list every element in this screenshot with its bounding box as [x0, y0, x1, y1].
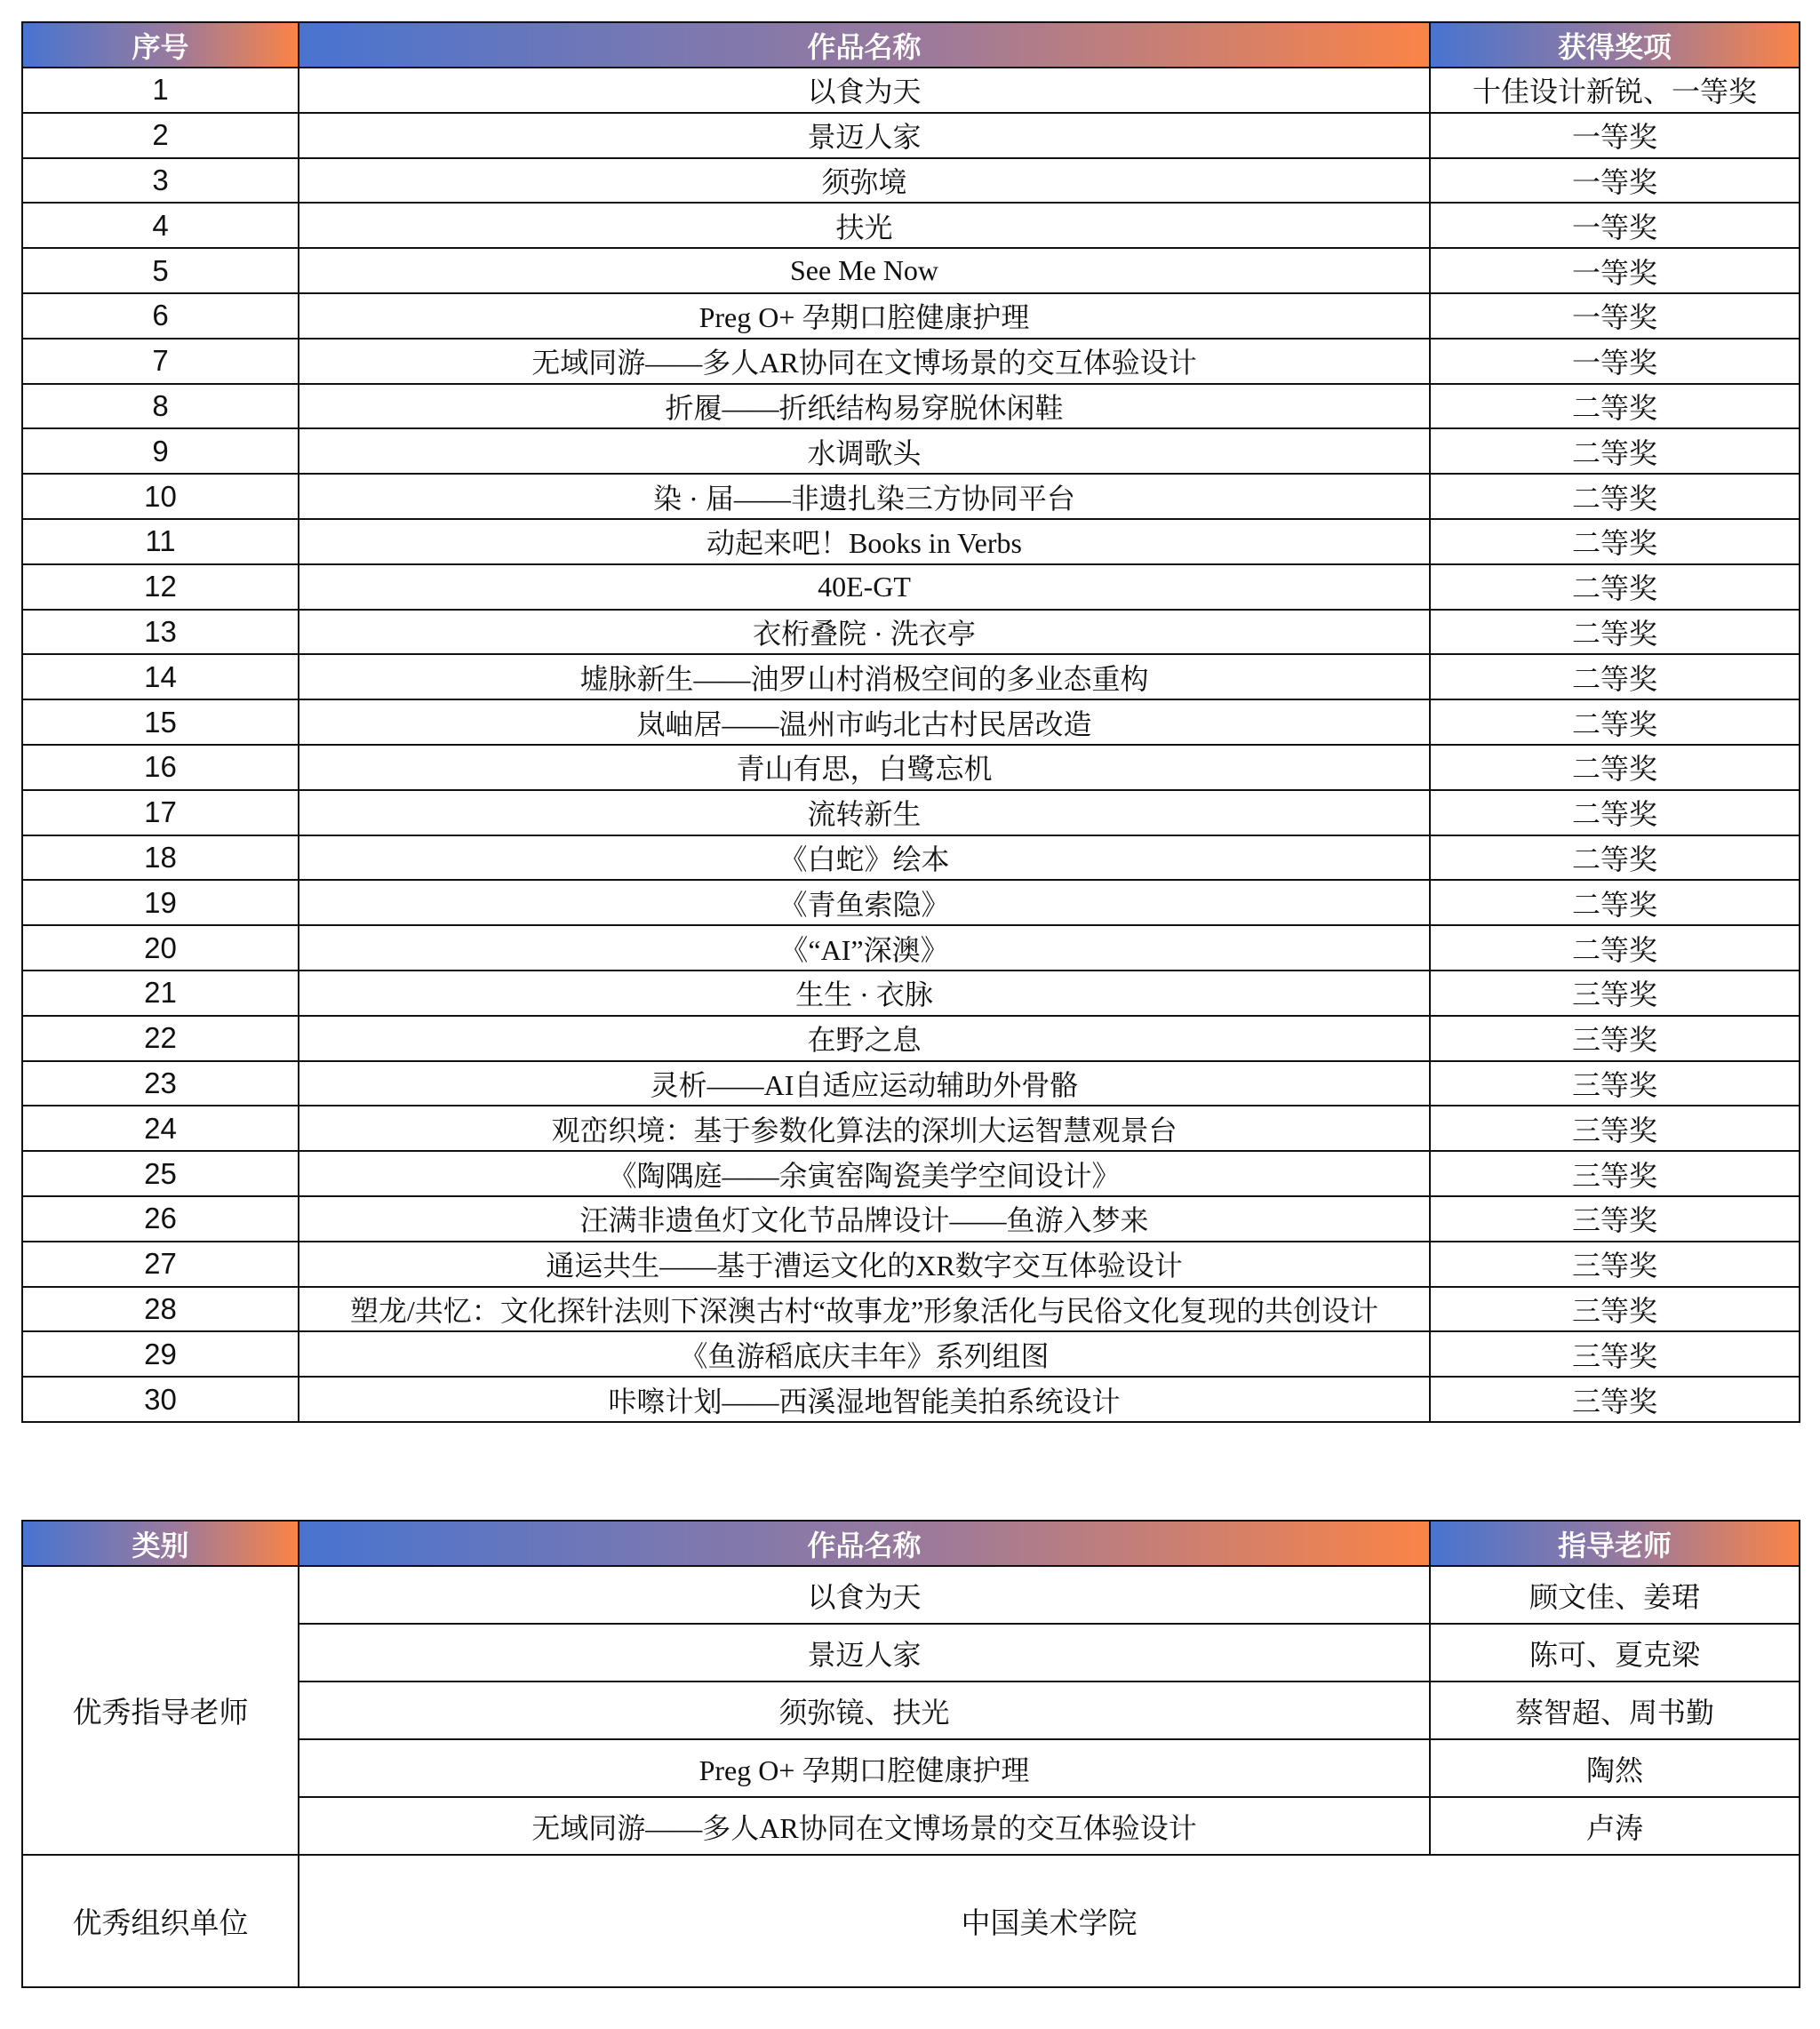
row-number: 24 — [22, 1106, 299, 1151]
work-name: 观峦织境：基于参数化算法的深圳大运智慧观景台 — [299, 1106, 1430, 1151]
award-name: 一等奖 — [1430, 339, 1800, 384]
header-award: 获得奖项 — [1430, 22, 1800, 68]
work-name: 汪满非遗鱼灯文化节品牌设计——鱼游入梦来 — [299, 1196, 1430, 1242]
table-row — [22, 610, 1800, 655]
table-row — [22, 745, 1800, 790]
table-row — [22, 203, 1800, 248]
mentor-teacher-name: 顾文佳、姜珺 — [1430, 1566, 1800, 1624]
row-number: 28 — [22, 1287, 299, 1332]
row-number: 5 — [22, 248, 299, 293]
table-row — [22, 158, 1800, 204]
work-name: 灵析——AI自适应运动辅助外骨骼 — [299, 1061, 1430, 1106]
row-number: 18 — [22, 835, 299, 881]
mentor-work-name: 无域同游——多人AR协同在文博场景的交互体验设计 — [299, 1797, 1430, 1855]
row-number: 14 — [22, 654, 299, 699]
table-row — [22, 971, 1800, 1016]
table-row — [22, 1016, 1800, 1061]
header-teacher: 指导老师 — [1430, 1521, 1800, 1566]
work-name: 《白蛇》绘本 — [299, 835, 1430, 881]
row-number: 4 — [22, 203, 299, 248]
work-name: 40E-GT — [299, 564, 1430, 610]
table-row — [22, 880, 1800, 925]
table-row — [22, 519, 1800, 564]
award-name: 三等奖 — [1430, 971, 1800, 1016]
row-number: 11 — [22, 519, 299, 564]
table-row — [22, 1287, 1800, 1332]
row-number: 23 — [22, 1061, 299, 1106]
row-number: 30 — [22, 1377, 299, 1422]
table-row — [22, 564, 1800, 610]
row-number: 16 — [22, 745, 299, 790]
mentor-teacher-name: 卢涛 — [1430, 1797, 1800, 1855]
row-number: 10 — [22, 474, 299, 519]
award-name: 二等奖 — [1430, 835, 1800, 881]
work-name: 以食为天 — [299, 68, 1430, 113]
award-name: 二等奖 — [1430, 384, 1800, 429]
mentor-work-name: 须弥镜、扶光 — [299, 1682, 1430, 1739]
organization-name: 中国美术学院 — [299, 1855, 1800, 1987]
award-name: 一等奖 — [1430, 248, 1800, 293]
row-number: 17 — [22, 790, 299, 835]
row-number: 1 — [22, 68, 299, 113]
row-number: 12 — [22, 564, 299, 610]
row-number: 29 — [22, 1331, 299, 1377]
work-name: 流转新生 — [299, 790, 1430, 835]
header-number: 序号 — [22, 22, 299, 68]
category-excellent-mentor: 优秀指导老师 — [22, 1566, 299, 1855]
award-name: 二等奖 — [1430, 925, 1800, 971]
row-number: 6 — [22, 293, 299, 339]
work-name: 岚岫居——温州市屿北古村民居改造 — [299, 699, 1430, 745]
work-name: 《鱼游稻底庆丰年》系列组图 — [299, 1331, 1430, 1377]
work-name: 《“AI”深澳》 — [299, 925, 1430, 971]
header-work-name: 作品名称 — [299, 22, 1430, 68]
work-name: 青山有思，白鹭忘机 — [299, 745, 1430, 790]
award-name: 二等奖 — [1430, 699, 1800, 745]
row-number: 15 — [22, 699, 299, 745]
table-row — [22, 1106, 1800, 1151]
row-number: 26 — [22, 1196, 299, 1242]
work-name: 在野之息 — [299, 1016, 1430, 1061]
row-number: 8 — [22, 384, 299, 429]
table-row — [22, 384, 1800, 429]
award-name: 十佳设计新锐、一等奖 — [1430, 68, 1800, 113]
row-number: 19 — [22, 880, 299, 925]
award-name: 二等奖 — [1430, 519, 1800, 564]
work-name: 生生 · 衣脉 — [299, 971, 1430, 1016]
award-name: 一等奖 — [1430, 158, 1800, 204]
table-row — [22, 248, 1800, 293]
table-row — [22, 113, 1800, 158]
table-row — [22, 654, 1800, 699]
mentor-teacher-name: 蔡智超、周书勤 — [1430, 1682, 1800, 1739]
row-number: 27 — [22, 1242, 299, 1287]
table-row — [22, 428, 1800, 474]
work-name: See Me Now — [299, 248, 1430, 293]
award-name: 一等奖 — [1430, 203, 1800, 248]
category-excellent-organization: 优秀组织单位 — [22, 1855, 299, 1987]
mentor-work-name: 以食为天 — [299, 1566, 1430, 1624]
award-name: 三等奖 — [1430, 1377, 1800, 1422]
mentor-teacher-name: 陈可、夏克梁 — [1430, 1624, 1800, 1682]
row-number: 21 — [22, 971, 299, 1016]
award-name: 二等奖 — [1430, 654, 1800, 699]
table-row — [22, 1855, 1800, 1987]
row-number: 3 — [22, 158, 299, 204]
row-number: 25 — [22, 1151, 299, 1196]
work-name: 折履——折纸结构易穿脱休闲鞋 — [299, 384, 1430, 429]
table-row — [22, 68, 1800, 113]
award-name: 二等奖 — [1430, 564, 1800, 610]
award-name: 三等奖 — [1430, 1196, 1800, 1242]
award-name: 二等奖 — [1430, 790, 1800, 835]
work-name: 咔嚓计划——西溪湿地智能美拍系统设计 — [299, 1377, 1430, 1422]
table-row — [22, 474, 1800, 519]
work-name: 墟脉新生——油罗山村消极空间的多业态重构 — [299, 654, 1430, 699]
work-name: 《青鱼索隐》 — [299, 880, 1430, 925]
award-name: 二等奖 — [1430, 428, 1800, 474]
row-number: 9 — [22, 428, 299, 474]
award-name: 三等奖 — [1430, 1151, 1800, 1196]
table-row — [22, 1331, 1800, 1377]
mentor-teacher-name: 陶然 — [1430, 1739, 1800, 1797]
row-number: 2 — [22, 113, 299, 158]
work-name: 景迈人家 — [299, 113, 1430, 158]
work-name: 动起来吧！Books in Verbs — [299, 519, 1430, 564]
award-name: 三等奖 — [1430, 1242, 1800, 1287]
header-category: 类别 — [22, 1521, 299, 1566]
work-name: 无域同游——多人AR协同在文博场景的交互体验设计 — [299, 339, 1430, 384]
work-name: Preg O+ 孕期口腔健康护理 — [299, 293, 1430, 339]
awards-table-body — [22, 68, 1800, 1422]
awards-table — [21, 21, 1800, 1423]
work-name: 须弥境 — [299, 158, 1430, 204]
award-name: 一等奖 — [1430, 293, 1800, 339]
award-name: 三等奖 — [1430, 1016, 1800, 1061]
header-work-name: 作品名称 — [299, 1521, 1430, 1566]
award-name: 二等奖 — [1430, 474, 1800, 519]
award-name: 一等奖 — [1430, 113, 1800, 158]
award-name: 二等奖 — [1430, 880, 1800, 925]
award-name: 三等奖 — [1430, 1106, 1800, 1151]
work-name: 染 · 届——非遗扎染三方协同平台 — [299, 474, 1430, 519]
table-row — [22, 1566, 1800, 1624]
row-number: 7 — [22, 339, 299, 384]
mentor-work-name: 景迈人家 — [299, 1624, 1430, 1682]
award-name: 三等奖 — [1430, 1061, 1800, 1106]
table-row — [22, 790, 1800, 835]
table-row — [22, 1061, 1800, 1106]
mentor-work-name: Preg O+ 孕期口腔健康护理 — [299, 1739, 1430, 1797]
table-row — [22, 699, 1800, 745]
work-name: 通运共生——基于漕运文化的XR数字交互体验设计 — [299, 1242, 1430, 1287]
work-name: 塑龙/共忆：文化探针法则下深澳古村“故事龙”形象活化与民俗文化复现的共创设计 — [299, 1287, 1430, 1332]
row-number: 13 — [22, 610, 299, 655]
mentors-table-header — [22, 1521, 1800, 1566]
work-name: 《陶隅庭——余寅窑陶瓷美学空间设计》 — [299, 1151, 1430, 1196]
table-row — [22, 1242, 1800, 1287]
table-row — [22, 1196, 1800, 1242]
work-name: 扶光 — [299, 203, 1430, 248]
row-number: 22 — [22, 1016, 299, 1061]
work-name: 衣桁叠院 · 洗衣亭 — [299, 610, 1430, 655]
awards-table-header — [22, 22, 1800, 68]
table-row — [22, 339, 1800, 384]
work-name: 水调歌头 — [299, 428, 1430, 474]
award-name: 二等奖 — [1430, 745, 1800, 790]
award-name: 三等奖 — [1430, 1331, 1800, 1377]
table-row — [22, 925, 1800, 971]
table-row — [22, 293, 1800, 339]
mentors-table-body — [22, 1566, 1800, 1987]
row-number: 20 — [22, 925, 299, 971]
mentors-table — [21, 1520, 1800, 1988]
award-name: 二等奖 — [1430, 610, 1800, 655]
table-row — [22, 1377, 1800, 1422]
table-row — [22, 1151, 1800, 1196]
award-name: 三等奖 — [1430, 1287, 1800, 1332]
table-row — [22, 835, 1800, 881]
